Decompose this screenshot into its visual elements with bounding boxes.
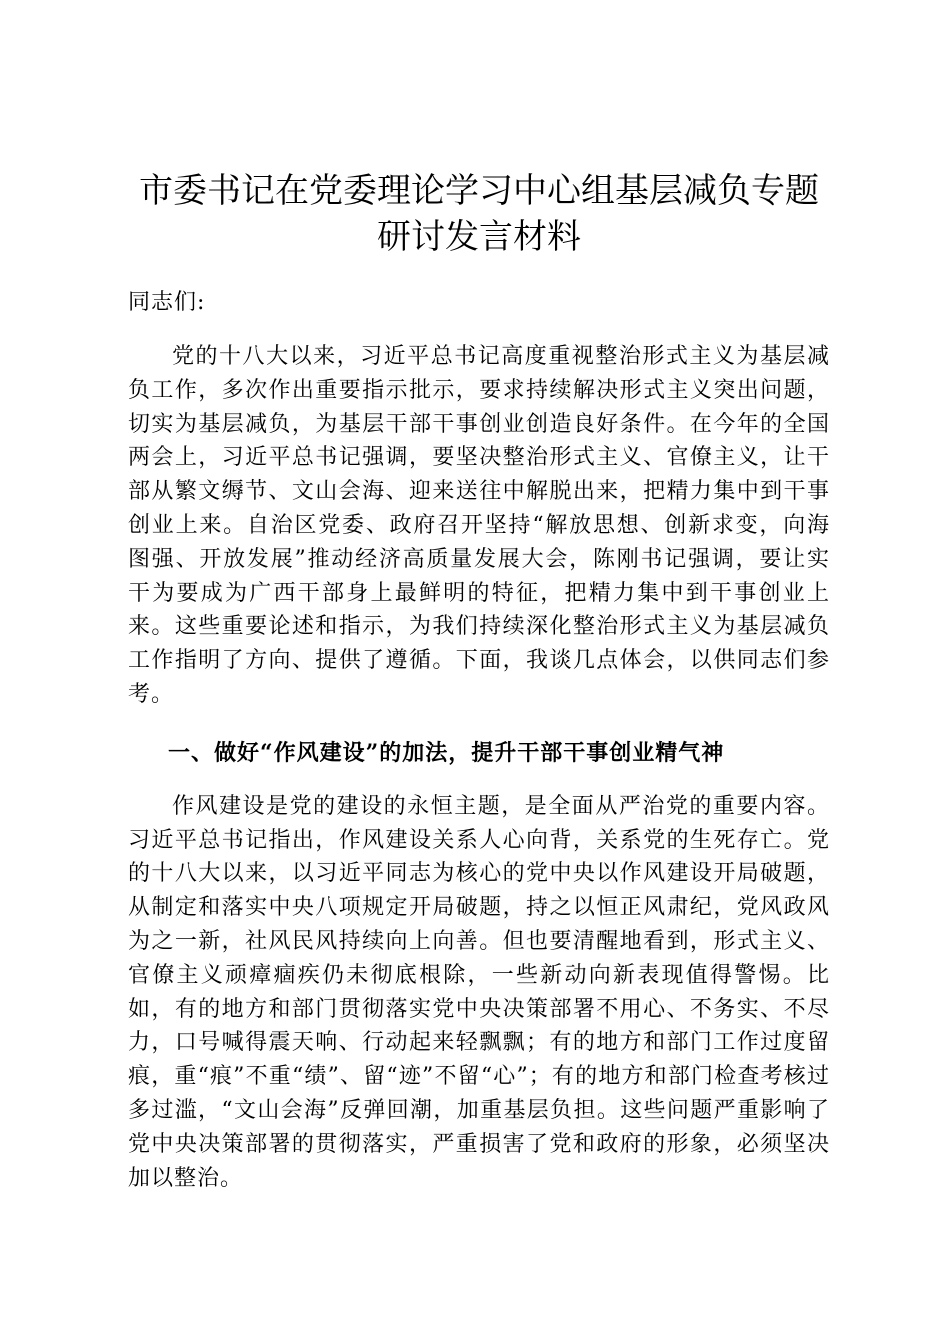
salutation: 同志们: [128, 290, 206, 315]
title-line-2: 研讨发言材料 [377, 217, 581, 257]
body-paragraph-1: 党的十八大以来，习近平总书记高度重视整治形式主义为基层减负工作，多次作出重要指示批示，要求持续解决形式主义突出问题，切实为基层减负，为基层干部干事创业创造良好条件。在今年的全国两会上，习近平总书记强调，要坚决整治形式主义、官僚主义，让干部从繁文缛节、文山会海、迎来送往中解脱出来，把精力集中到干事创业上来。自治区党委、政府召开坚持“解放思想、创新求变，向海图强、开放发展”推动经济高质量发展大会，陈刚书记强调，要让实干为要成为广西干部身上最鲜明的特征，把精力集中到干事创业上来。这些重要论述和指示，为我们持续深化整治形式主义为基层减负工作指明了方向、提供了遵循。下面，我谈几点体会，以供同志们参考。 [128, 344, 830, 707]
title-line-1: 市委书记在党委理论学习中心组基层减负专题 [139, 171, 819, 211]
section-heading-1: 一、做好“作风建设”的加法，提升干部干事创业精气神 [168, 739, 725, 766]
document-page [128, 168, 830, 1195]
body-paragraph-2: 作风建设是党的建设的永恒主题，是全面从严治党的重要内容。习近平总书记指出，作风建设关系人心向背，关系党的生死存亡。党的十八大以来，以习近平同志为核心的党中央以作风建设开局破题，从制定和落实中央八项规定开局破题，持之以恒正风肃纪，党风政风为之一新，社风民风持续向上向善。但也要清醒地看到，形式主义、官僚主义顽瘴痼疾仍未彻底根除，一些新动向新表现值得警惕。比如，有的地方和部门贯彻落实党中央决策部署不用心、不务实、不尽力，口号喊得震天响、行动起来轻飘飘；有的地方和部门工作过度留痕，重“痕”不重“绩”、留“迹”不留“心”；有的地方和部门检查考核过多过滥，“文山会海”反弹回潮，加重基层负担。这些问题严重影响了党中央决策部署的贯彻落实，严重损害了党和政府的形象，必须坚决加以整治。 [128, 793, 830, 1191]
document-title [128, 168, 830, 260]
